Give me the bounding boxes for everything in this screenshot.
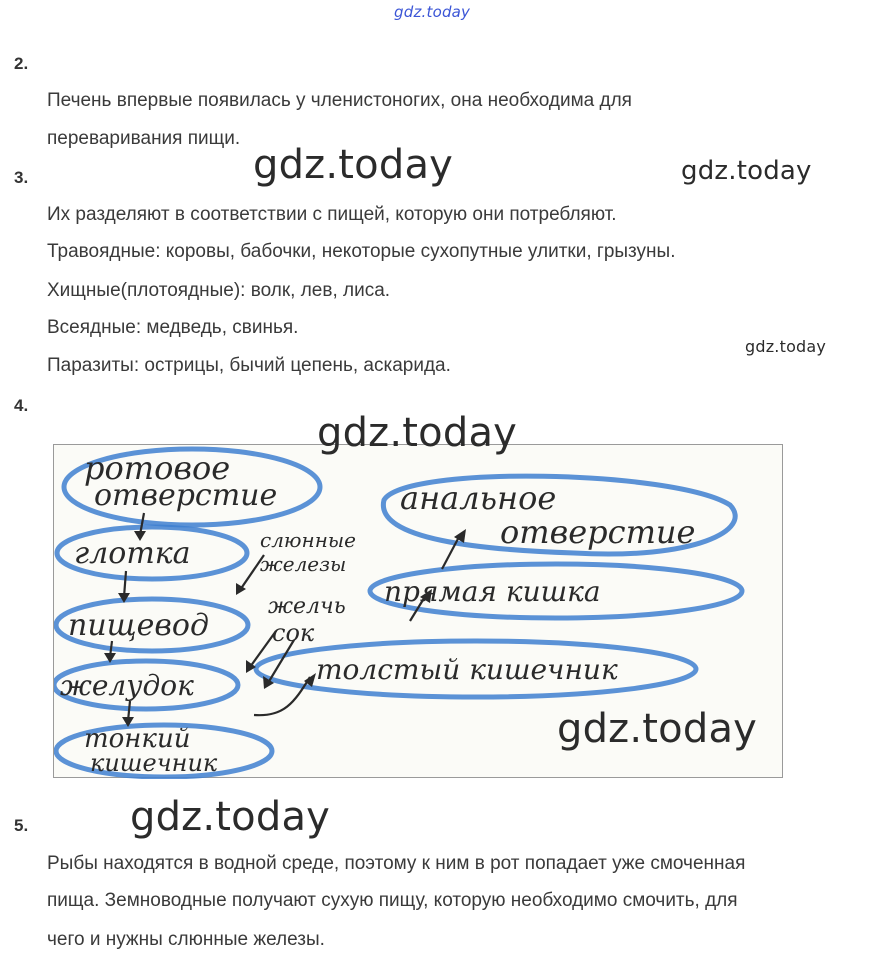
question-2-number: 2. [14, 54, 29, 73]
label-esophagus: пищевод [68, 608, 209, 643]
label-juice: сок [272, 619, 315, 647]
question-5-line-1: Рыбы находятся в водной среде, поэтому к ним в рот попадает уже смоченная [47, 853, 746, 874]
label-bile: желчь [268, 594, 346, 619]
label-anus-2: отверстие [500, 513, 696, 551]
label-stomach: желудок [60, 669, 194, 702]
label-pharynx: глотка [74, 536, 191, 571]
question-4-number: 4. [14, 396, 29, 415]
label-salivary-2: железы [260, 552, 347, 576]
label-mouth-2: отверстие [94, 478, 278, 513]
watermark: gdz.today [557, 706, 758, 752]
watermark: gdz.today [745, 337, 827, 356]
question-3-line-2: Травоядные: коровы, бабочки, некоторые сухопутные улитки, грызуны. [47, 241, 676, 262]
watermark: gdz.today [130, 794, 331, 840]
watermark: gdz.today [253, 142, 454, 188]
question-3-line-3: Хищные(плотоядные): волк, лев, лиса. [47, 280, 391, 301]
question-3-line-5: Паразиты: острицы, бычий цепень, аскарида. [47, 355, 451, 376]
watermark: gdz.today [681, 156, 812, 186]
watermark: gdz.today [317, 410, 518, 456]
question-3-number: 3. [14, 168, 29, 187]
label-small-intestine-2: кишечник [90, 749, 218, 777]
label-small-intestine-1: тонкий [84, 724, 191, 754]
question-2-line-2: переваривания пищи. [47, 128, 241, 149]
label-salivary-1: слюнные [260, 528, 357, 552]
question-2-line-1: Печень впервые появилась у членистоногих, она необходима для [47, 90, 632, 111]
question-5-line-3: чего и нужны слюнные железы. [47, 929, 325, 950]
question-3-line-4: Всеядные: медведь, свинья. [47, 317, 299, 338]
label-rectum: прямая кишка [384, 575, 601, 608]
question-5-number: 5. [14, 816, 29, 835]
label-mouth-1: ротовое [84, 449, 231, 487]
watermark-top: gdz.today [394, 3, 471, 21]
label-anus-1: анальное [400, 479, 557, 517]
question-5-line-2: пища. Земноводные получают сухую пищу, которую необходимо смочить, для [47, 890, 738, 911]
label-large-intestine: толстый кишечник [316, 653, 618, 686]
question-3-line-1: Их разделяют в соответствии с пищей, которую они потребляют. [47, 204, 617, 225]
